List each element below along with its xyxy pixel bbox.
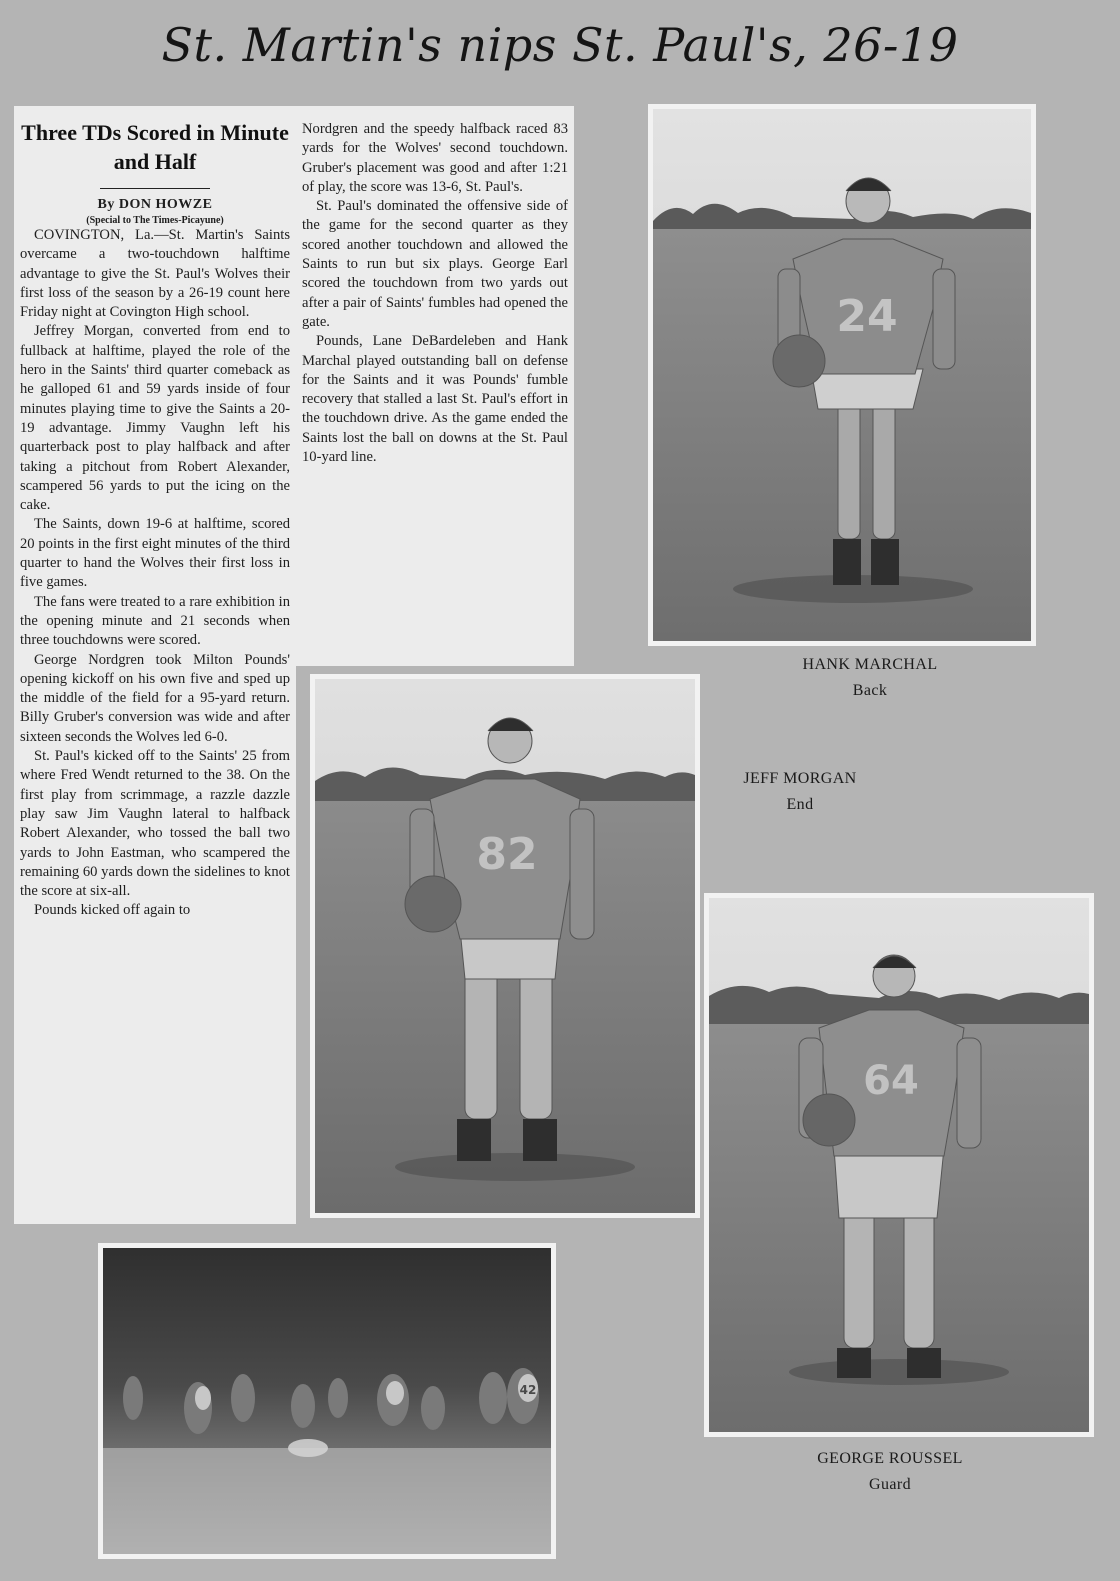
jersey-number: 64 (863, 1058, 919, 1104)
article-paragraph: George Nordgren took Milton Pounds' opening kickoff on his own five and sped up the middle of the field for a 95-yard return. Billy Gruber's conversion was wide and after sixteen seconds the Wolves led 6-0. (20, 651, 290, 745)
news-clipping-column-a (14, 106, 296, 1224)
photo-hank-marchal (648, 104, 1036, 646)
article-byline: By DON HOWZE (97, 197, 213, 212)
caption-jeff-morgan (710, 766, 890, 818)
article-headline: Three TDs Scored in Minute and Half (21, 120, 289, 174)
player-photo-illustration (315, 679, 695, 1213)
photo-george-roussel (704, 893, 1094, 1437)
article-paragraph: St. Paul's dominated the offensive side of the game for the second quarter as they scored another touchdown and allowed the Saints to run but six plays. George Earl scored the touchdown from two yards out after a pair of Saints' fumbles had opened the gate. (302, 198, 568, 330)
caption-george-roussel (740, 1446, 1040, 1498)
caption-name: HANK MARCHAL (802, 656, 938, 673)
article-paragraph: The Saints, down 19-6 at halftime, scored 20 points in the first eight minutes of the third quarter to hand the Wolves their first loss in five games. (20, 516, 290, 591)
jersey-number: 42 (519, 1383, 537, 1397)
player-photo-illustration (653, 109, 1031, 641)
caption-name: GEORGE ROUSSEL (817, 1450, 963, 1467)
jersey-number: 82 (476, 829, 538, 880)
caption-hank-marchal (720, 652, 1020, 704)
news-clipping-column-b (296, 106, 574, 666)
article-paragraph: The fans were treated to a rare exhibition in the opening minute and 21 seconds when three touchdowns were scored. (20, 593, 290, 649)
photo-game-action (98, 1243, 556, 1559)
article-paragraph: St. Paul's kicked off to the Saints' 25 from where Fred Wendt returned to the 38. On the first play from scrimmage, a razzle dazzle play saw Jim Vaughn lateral to halfback Robert Alexander, who tossed the ball two yards to John Eastman, who scampered the remaining 60 yards down the sidelines to knot the score at six-all. (20, 748, 290, 900)
player-photo-illustration (709, 898, 1089, 1432)
photo-jeff-morgan (310, 674, 700, 1218)
jersey-number: 24 (836, 291, 898, 342)
article-paragraph: Nordgren and the speedy halfback raced 83 yards for the Wolves' second touchdown. Gruber's placement was good and after 1:21 of play, the score was 13-6, St. Paul's. (302, 121, 568, 195)
caption-position: Back (852, 682, 888, 699)
caption-position: Guard (869, 1476, 911, 1493)
caption-position: End (786, 796, 814, 813)
article-paragraph: COVINGTON, La.—St. Martin's Saints overcame a two-touchdown halftime advantage to give the St. Paul's Wolves their first loss of the season by a 26-19 count here Friday night at Covington High school. (20, 227, 290, 321)
article-paragraph: Pounds kicked off again to (34, 902, 191, 919)
caption-name: JEFF MORGAN (743, 770, 857, 787)
article-credit: (Special to The Times-Picayune) (86, 215, 224, 226)
game-action-illustration (103, 1248, 551, 1554)
article-paragraph: Jeffrey Morgan, converted from end to fullback at halftime, played the role of the hero in the Saints' third quarter comeback as he galloped 61 and 59 yards inside of four minutes playing time to give the Saints a 20-19 advantage. Jimmy Vaughn left his quarterback post to play halfback and after taking a pitchout from Robert Alexander, scampered 56 yards to put the icing on the cake. (20, 323, 290, 514)
article-paragraph: Pounds, Lane DeBardeleben and Hank Marchal played outstanding ball on defense for the Saints and it was Pounds' fumble recovery that stalled a last St. Paul's effort in the touchdown drive. As the game ended the Saints lost the ball on downs at the St. Paul 10-yard line. (302, 333, 568, 466)
headline-rule (100, 188, 210, 189)
page-title: St. Martin's nips St. Paul's, 26-19 (161, 18, 959, 72)
